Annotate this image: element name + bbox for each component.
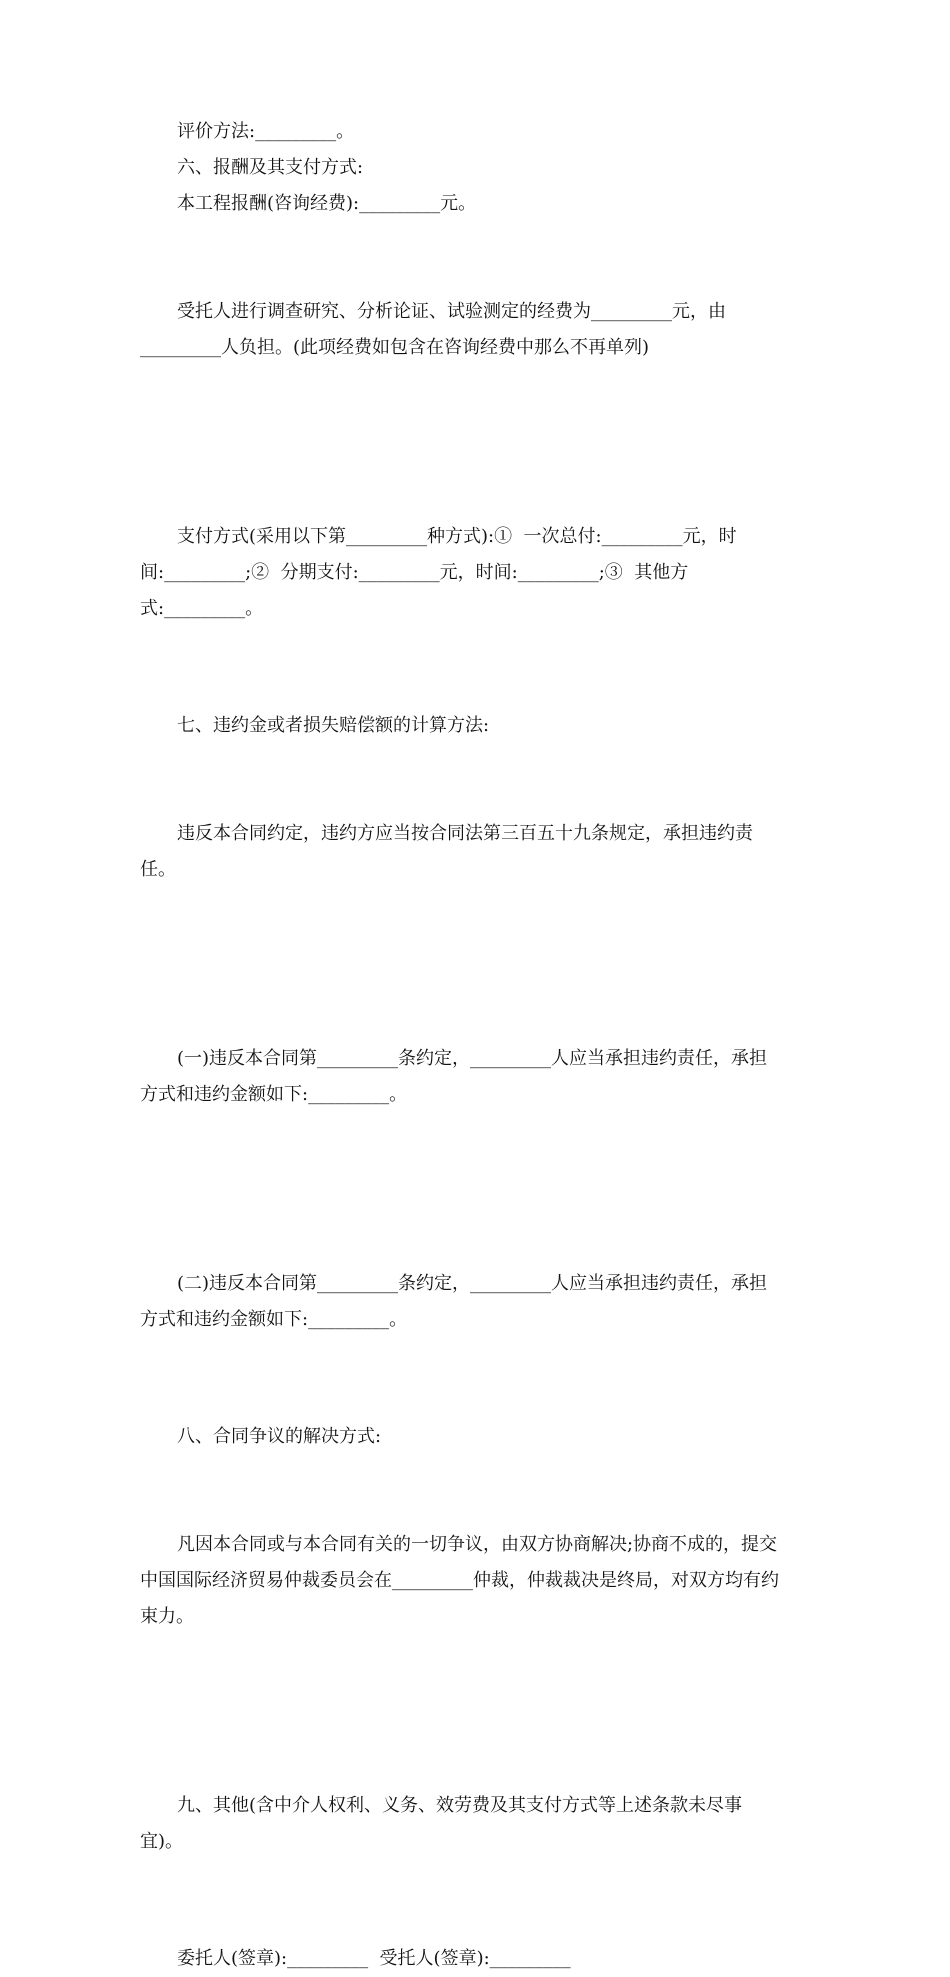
breach-paragraph xyxy=(140,744,820,960)
signature-line: 委托人(签章):_________ 受托人(签章):_________ xyxy=(177,1948,571,1969)
research-cost-line-2: _________人负担。(此项经费如包含在咨询经费中那么不再单列) xyxy=(140,337,650,358)
breach-clause-2-line-1: (二)违反本合同第_________条约定，_________人应当承担违约责任，承担 xyxy=(177,1273,768,1294)
dispute-line-3: 束力。 xyxy=(140,1606,194,1627)
section-9-paragraph xyxy=(140,1716,820,1932)
dispute-paragraph xyxy=(140,1455,820,1707)
breach-clause-2-paragraph xyxy=(140,1194,820,1410)
dispute-line-2: 中国国际经济贸易仲裁委员会在_________仲裁，仲裁裁决是终局，对双方均有约 xyxy=(140,1570,779,1591)
research-cost-line-1: 受托人进行调查研究、分析论证、试验测定的经费为_________元，由 xyxy=(177,301,726,322)
payment-method-line-3: 式:_________。 xyxy=(140,598,264,619)
breach-clause-2-line-2: 方式和违约金额如下:_________。 xyxy=(140,1309,408,1330)
breach-clause-1-line-2: 方式和违约金额如下:_________。 xyxy=(140,1084,408,1105)
project-fee-line: 本工程报酬(咨询经费):_________元。 xyxy=(177,193,477,214)
section-8-heading: 八、合同争议的解决方式: xyxy=(177,1426,382,1447)
payment-method-line-1: 支付方式(采用以下第_________种方式):① 一次总付:_________元，时 xyxy=(177,526,737,547)
breach-line-1: 违反本合同约定，违约方应当按合同法第三百五十九条规定，承担违约责 xyxy=(177,823,753,844)
section-9-line-1: 九、其他(含中介人权利、义务、效劳费及其支付方式等上述条款未尽事 xyxy=(177,1795,743,1816)
section-6-heading: 六、报酬及其支付方式: xyxy=(177,157,364,178)
section-7-heading: 七、违约金或者损失赔偿额的计算方法: xyxy=(177,715,490,736)
breach-clause-1-paragraph xyxy=(140,969,820,1185)
document-body xyxy=(140,114,820,1977)
payment-method-line-2: 间:_________;② 分期支付:_________元，时间:_________;③ 其他方 xyxy=(140,562,689,583)
dispute-line-1: 凡因本合同或与本合同有关的一切争议，由双方协商解决;协商不成的，提交 xyxy=(177,1534,778,1555)
evaluation-method-line: 评价方法:_________。 xyxy=(177,121,355,142)
breach-line-2: 任。 xyxy=(140,859,176,880)
payment-method-paragraph xyxy=(140,447,820,699)
section-9-line-2: 宜)。 xyxy=(140,1831,184,1852)
research-cost-paragraph xyxy=(140,222,820,438)
breach-clause-1-line-1: (一)违反本合同第_________条约定，_________人应当承担违约责任，承担 xyxy=(177,1048,768,1069)
